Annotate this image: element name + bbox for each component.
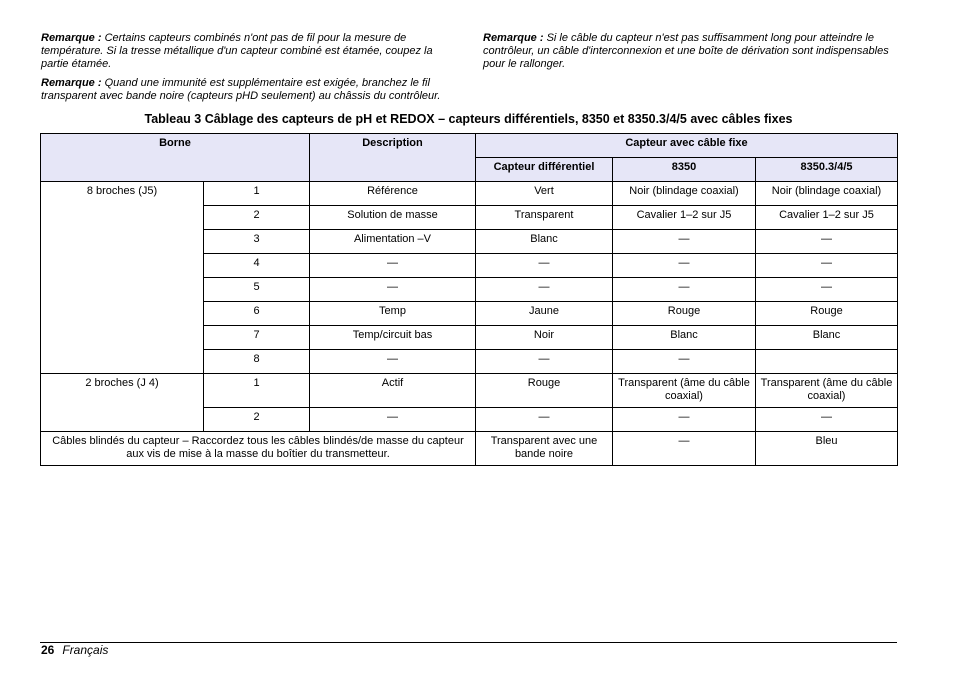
c83505-cell: Blanc xyxy=(756,326,898,350)
header-8350: 8350 xyxy=(613,158,756,182)
c8350-cell: — xyxy=(613,350,756,374)
table-row xyxy=(41,374,898,408)
c83505-cell: Transparent (âme du câble coaxial) xyxy=(756,374,898,408)
page-number: 26 xyxy=(41,643,55,657)
page-footer xyxy=(41,643,108,657)
c8350-cell: — xyxy=(613,230,756,254)
desc-cell: — xyxy=(310,350,476,374)
diff-cell: — xyxy=(476,254,613,278)
c83505-cell: — xyxy=(756,230,898,254)
diff-cell: Rouge xyxy=(476,374,613,408)
diff-cell: — xyxy=(476,350,613,374)
desc-cell: Temp xyxy=(310,302,476,326)
c8350-cell: Noir (blindage coaxial) xyxy=(613,182,756,206)
group-label: 2 broches (J 4) xyxy=(41,374,204,432)
header-differentiel: Capteur différentiel xyxy=(476,158,613,182)
table-row xyxy=(41,182,898,206)
header-description: Description xyxy=(310,134,476,182)
pin-cell: 2 xyxy=(204,408,310,432)
diff-cell: — xyxy=(476,278,613,302)
c83505-cell: Rouge xyxy=(756,302,898,326)
pin-cell: 2 xyxy=(204,206,310,230)
page-language: Français xyxy=(62,643,109,657)
c8350-cell: Cavalier 1–2 sur J5 xyxy=(613,206,756,230)
desc-cell: — xyxy=(310,278,476,302)
header-cable-group: Capteur avec câble fixe xyxy=(476,134,898,158)
group-label: 8 broches (J5) xyxy=(41,182,204,374)
diff-cell: Vert xyxy=(476,182,613,206)
c8350-cell: — xyxy=(613,432,756,466)
desc-cell: — xyxy=(310,254,476,278)
diff-cell: — xyxy=(476,408,613,432)
pin-cell: 5 xyxy=(204,278,310,302)
wiring-table xyxy=(40,133,898,466)
pin-cell: 7 xyxy=(204,326,310,350)
table-caption: Tableau 3 Câblage des capteurs de pH et REDOX – capteurs différentiels, 8350 et 8350.3/4/5 avec câbles fixes xyxy=(144,112,793,126)
desc-cell: — xyxy=(310,408,476,432)
shield-cables-cell: Câbles blindés du capteur – Raccordez tous les câbles blindés/de masse du capteur aux vis de mise à la masse du boîtier du transmetteur. xyxy=(41,432,476,466)
c8350-cell: Transparent (âme du câble coaxial) xyxy=(613,374,756,408)
desc-cell: Référence xyxy=(310,182,476,206)
c83505-cell: Bleu xyxy=(756,432,898,466)
diff-cell: Jaune xyxy=(476,302,613,326)
c83505-cell: Cavalier 1–2 sur J5 xyxy=(756,206,898,230)
c8350-cell: — xyxy=(613,408,756,432)
c8350-cell: Blanc xyxy=(613,326,756,350)
note-temperature-wire: Remarque : Certains capteurs combinés n'ont pas de fil pour la mesure de température. Si la tresse métallique d'un capteur combiné est étamée, coupez la partie étamée. xyxy=(41,32,433,70)
c8350-cell: — xyxy=(613,254,756,278)
pin-cell: 3 xyxy=(204,230,310,254)
pin-cell: 6 xyxy=(204,302,310,326)
c8350-cell: Rouge xyxy=(613,302,756,326)
pin-cell: 8 xyxy=(204,350,310,374)
pin-cell: 1 xyxy=(204,182,310,206)
pin-cell: 1 xyxy=(204,374,310,408)
c83505-cell: — xyxy=(756,408,898,432)
diff-cell: Blanc xyxy=(476,230,613,254)
diff-cell: Transparent xyxy=(476,206,613,230)
c83505-cell: — xyxy=(756,254,898,278)
note-cable-length: Remarque : Si le câble du capteur n'est pas suffisamment long pour atteindre le contrôleur, un câble d'interconnexion et une boîte de dérivation sont indispensables pour le rallonger. xyxy=(483,32,889,70)
header-borne: Borne xyxy=(41,134,310,182)
desc-cell: Actif xyxy=(310,374,476,408)
header-8350-345: 8350.3/4/5 xyxy=(756,158,898,182)
c83505-cell xyxy=(756,350,898,374)
c83505-cell: Noir (blindage coaxial) xyxy=(756,182,898,206)
desc-cell: Solution de masse xyxy=(310,206,476,230)
diff-cell: Transparent avec une bande noire xyxy=(476,432,613,466)
footer-divider xyxy=(40,642,897,643)
diff-cell: Noir xyxy=(476,326,613,350)
pin-cell: 4 xyxy=(204,254,310,278)
desc-cell: Temp/circuit bas xyxy=(310,326,476,350)
table-row xyxy=(41,432,898,466)
c8350-cell: — xyxy=(613,278,756,302)
note-immunity: Remarque : Quand une immunité est supplémentaire est exigée, branchez le fil transparent avec bande noire (capteurs pHD seulement) au châssis du contrôleur. xyxy=(41,77,441,102)
c83505-cell: — xyxy=(756,278,898,302)
desc-cell: Alimentation –V xyxy=(310,230,476,254)
